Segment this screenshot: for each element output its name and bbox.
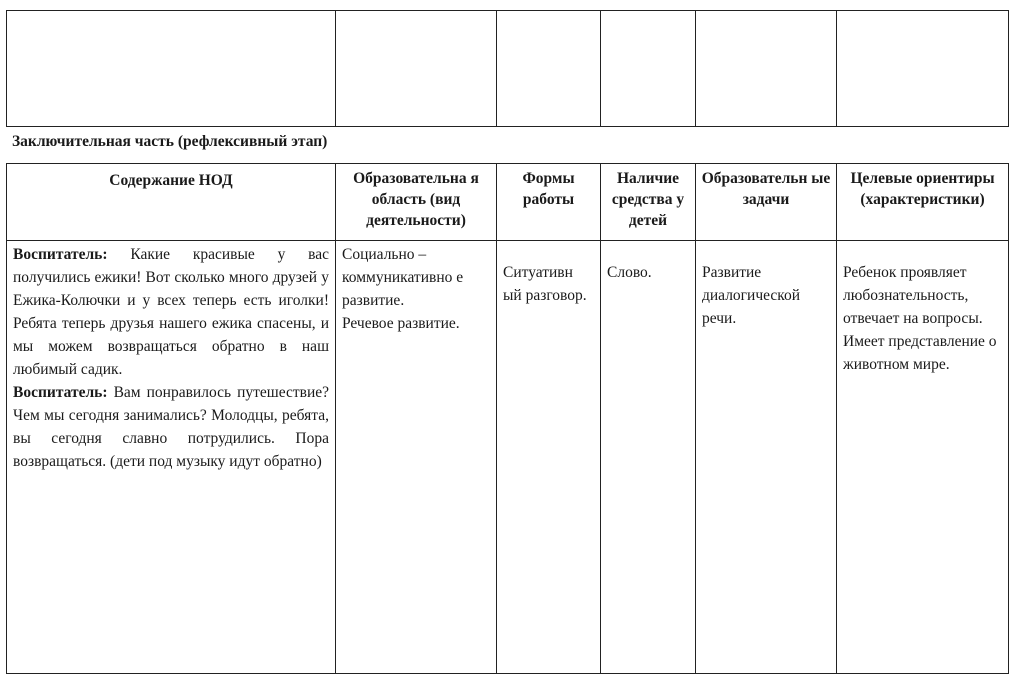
speaker-label: Воспитатель: <box>13 384 108 401</box>
target-item: Имеет представление о животном мире. <box>843 333 997 373</box>
area-item: Речевое развитие. <box>342 315 460 332</box>
table-header-row <box>7 164 1009 241</box>
section-title: Заключительная часть (рефлексивный этап) <box>12 133 328 150</box>
empty-cell <box>837 11 1009 127</box>
target-guidelines-cell <box>837 241 1009 674</box>
empty-cell <box>497 11 601 127</box>
empty-table-row <box>7 11 1009 127</box>
empty-cell <box>7 11 336 127</box>
content-paragraph <box>13 381 329 473</box>
header-means: Наличие средства у детей <box>601 164 696 241</box>
header-target-guidelines: Целевые ориентиры (характеристики) <box>837 164 1009 241</box>
empty-cell <box>696 11 837 127</box>
area-item: Социально – коммуникативно е развитие. <box>342 246 464 309</box>
empty-cell <box>336 11 497 127</box>
empty-cell <box>601 11 696 127</box>
header-educational-tasks: Образовательн ые задачи <box>696 164 837 241</box>
target-item: Ребенок проявляет любознательность, отвечает на вопросы. <box>843 264 983 327</box>
speech-text: Вам понравилось путешествие? Чем мы сегодня занимались? Молодцы, ребята, вы сегодня славно потрудились. Пора возвращаться. (дети под музыку идут обратно) <box>13 384 329 470</box>
previous-section-table <box>6 10 1009 127</box>
speech-text: Какие красивые у вас получились ежики! Вот сколько много друзей у Ежика-Колючки и у всех теперь есть иголки! Ребята теперь друзья нашего ежика спасены, и мы можем возвращаться обратно в наш любимый садик. <box>13 246 329 378</box>
content-paragraph <box>13 243 329 381</box>
header-work-forms: Формы работы <box>497 164 601 241</box>
educational-tasks-cell: Развитие диалогической речи. <box>696 241 837 674</box>
content-cell <box>7 241 336 674</box>
final-stage-table <box>6 163 1009 674</box>
means-cell: Слово. <box>601 241 696 674</box>
table-row <box>7 241 1009 674</box>
header-educational-area: Образовательна я область (вид деятельности) <box>336 164 497 241</box>
work-forms-cell: Ситуативн ый разговор. <box>497 241 601 674</box>
speaker-label: Воспитатель: <box>13 246 108 263</box>
header-content: Содержание НОД <box>7 164 336 241</box>
educational-area-cell <box>336 241 497 674</box>
